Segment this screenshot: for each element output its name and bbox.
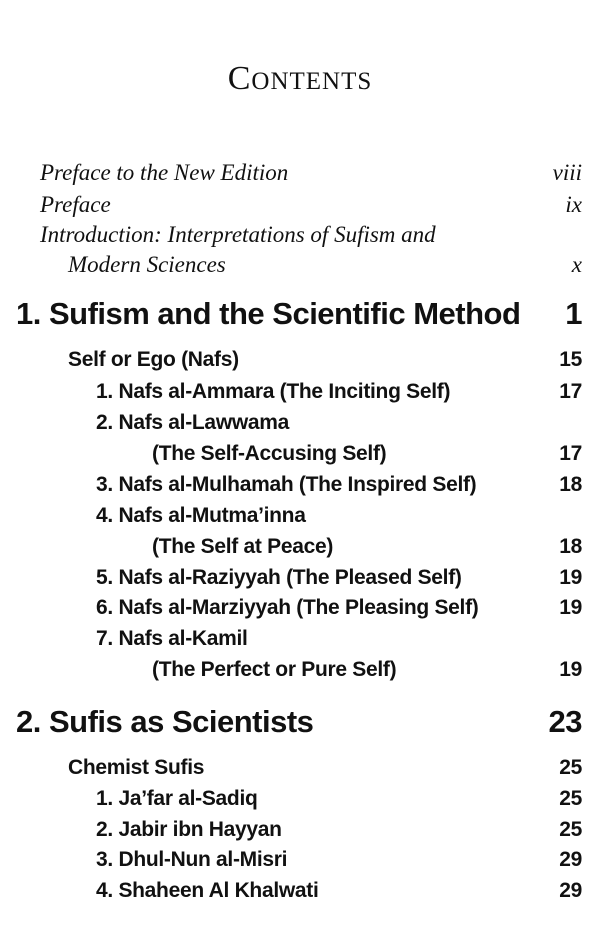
toc-item-jafar-al-sadiq[interactable]: 1. Ja’far al-Sadiq bbox=[96, 787, 258, 810]
toc-page-number: 18 bbox=[559, 535, 582, 558]
toc-page-number: 18 bbox=[559, 473, 582, 496]
toc-section-chemist-sufis[interactable]: Chemist Sufis bbox=[68, 756, 205, 779]
toc-item-nafs-mutmainna-continued: (The Self at Peace) bbox=[152, 535, 334, 558]
toc-page-number: 19 bbox=[559, 566, 582, 589]
toc-item-nafs-marziyyah[interactable]: 6. Nafs al-Marziyyah (The Pleasing Self) bbox=[96, 596, 479, 619]
toc-page-number: viii bbox=[552, 160, 582, 185]
contents-heading-rest: ONTENTS bbox=[251, 68, 373, 95]
toc-item-nafs-ammara[interactable]: 1. Nafs al-Ammara (The Inciting Self) bbox=[96, 380, 451, 403]
toc-entry-preface[interactable]: Preface bbox=[40, 192, 111, 217]
toc-item-nafs-mulhamah[interactable]: 3. Nafs al-Mulhamah (The Inspired Self) bbox=[96, 473, 477, 496]
toc-item-dhul-nun-al-misri[interactable]: 3. Dhul-Nun al-Misri bbox=[96, 848, 288, 871]
toc-page-number: 19 bbox=[559, 596, 582, 619]
toc-page-number: 17 bbox=[559, 380, 582, 403]
toc-entry-introduction[interactable]: Introduction: Interpretations of Sufism and bbox=[40, 222, 436, 247]
toc-page-number: 29 bbox=[559, 848, 582, 871]
contents-heading bbox=[0, 60, 600, 98]
toc-item-nafs-kamil-continued: (The Perfect or Pure Self) bbox=[152, 658, 397, 681]
toc-item-nafs-mutmainna[interactable]: 4. Nafs al-Mutma’inna bbox=[96, 504, 306, 527]
toc-section-self-or-ego[interactable]: Self or Ego (Nafs) bbox=[68, 348, 239, 371]
toc-entry-introduction-continued: Modern Sciences bbox=[68, 252, 226, 277]
toc-page-number: 25 bbox=[559, 756, 582, 779]
toc-entry-preface-new-edition[interactable]: Preface to the New Edition bbox=[40, 160, 289, 185]
toc-item-nafs-kamil[interactable]: 7. Nafs al-Kamil bbox=[96, 627, 248, 650]
toc-page-number: 19 bbox=[559, 658, 582, 681]
toc-item-nafs-lawwama-continued: (The Self-Accusing Self) bbox=[152, 442, 387, 465]
toc-page-number: 17 bbox=[559, 442, 582, 465]
toc-item-nafs-raziyyah[interactable]: 5. Nafs al-Raziyyah (The Pleased Self) bbox=[96, 566, 462, 589]
toc-page-number: x bbox=[571, 252, 582, 277]
toc-chapter-2[interactable]: 2. Sufis as Scientists bbox=[16, 704, 314, 739]
toc-page-number: 25 bbox=[559, 818, 582, 841]
toc-item-shaheen-al-khalwati[interactable]: 4. Shaheen Al Khalwati bbox=[96, 879, 319, 902]
toc-page-number: 15 bbox=[559, 348, 582, 371]
toc-chapter-1[interactable]: 1. Sufism and the Scientific Method bbox=[16, 296, 521, 331]
toc-page-number: ix bbox=[565, 192, 582, 217]
toc-page-number: 25 bbox=[559, 787, 582, 810]
toc-chapter-page-number: 23 bbox=[548, 704, 582, 739]
toc-chapter-page-number: 1 bbox=[565, 296, 582, 331]
toc-item-nafs-lawwama[interactable]: 2. Nafs al-Lawwama bbox=[96, 411, 290, 434]
toc-item-jabir-ibn-hayyan[interactable]: 2. Jabir ibn Hayyan bbox=[96, 818, 282, 841]
toc-page-number: 29 bbox=[559, 879, 582, 902]
contents-heading-initial: C bbox=[227, 60, 252, 97]
